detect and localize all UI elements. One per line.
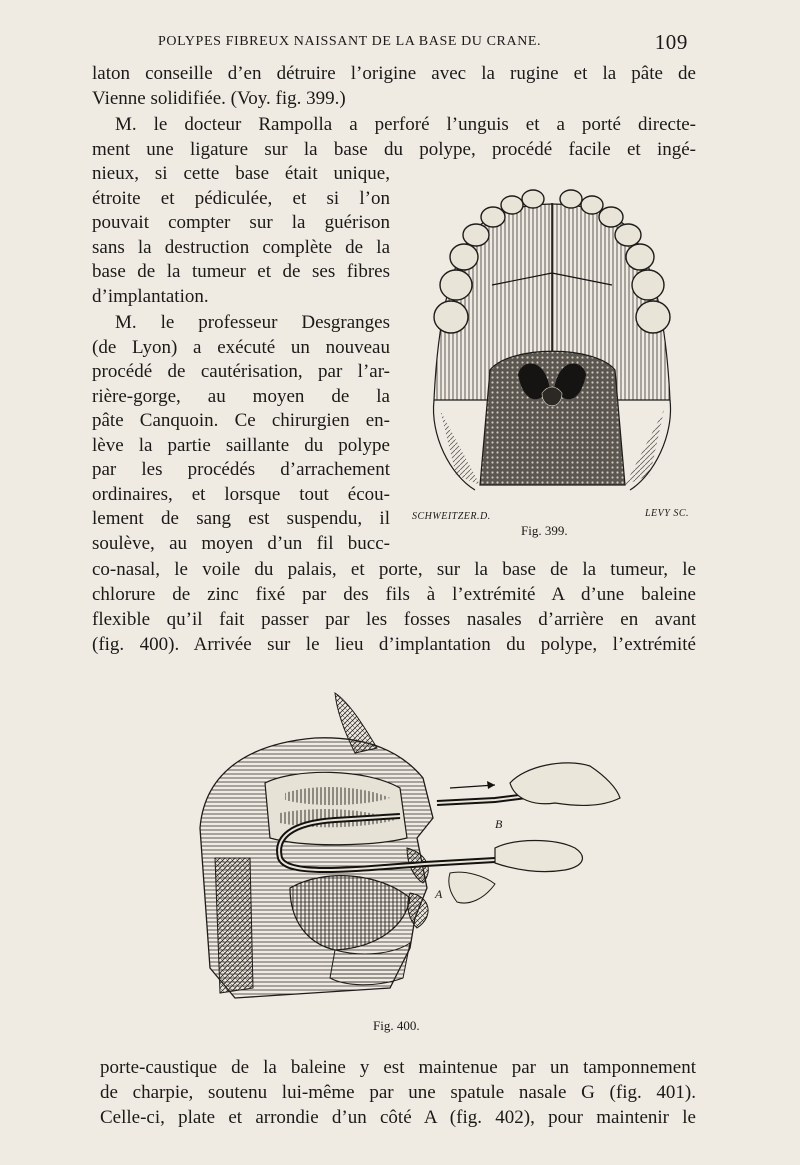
text-line: (de Lyon) a exécuté un nouveau xyxy=(92,337,390,358)
text-line: laton conseille d’en détruire l’origine avec la rugine et la pâte de xyxy=(92,63,696,84)
text-line: M. le professeur Desgranges xyxy=(115,312,390,333)
text-line: pouvait compter sur la guérison xyxy=(92,212,390,233)
text-line: M. le docteur Rampolla a perforé l’unguis et a porté directe- xyxy=(115,114,696,135)
text-line: d’implantation. xyxy=(92,286,209,307)
text-line: étroite et pédiculée, et si l’on xyxy=(92,188,390,209)
text-line: soulève, au moyen d’un fil bucc- xyxy=(92,533,390,554)
sagittal-head-illustration xyxy=(195,688,625,1013)
text-line: lève la partie saillante du polype xyxy=(92,435,390,456)
label-a: A xyxy=(435,887,443,901)
label-b: B xyxy=(495,817,503,831)
text-line: rière-gorge, au moyen de la xyxy=(92,386,390,407)
text-line: Vienne solidifiée. (Voy. fig. 399.) xyxy=(92,88,346,109)
palate-illustration xyxy=(420,185,682,510)
figure-400-caption: Fig. 400. xyxy=(373,1018,420,1033)
text-line: co-nasal, le voile du palais, et porte, sur la base de la tumeur, le xyxy=(92,559,696,580)
text-line: procédé de cautérisation, par l’ar- xyxy=(92,361,390,382)
text-line: porte-caustique de la baleine y est maintenue par un tamponnement xyxy=(100,1057,696,1078)
text-line: par les procédés d’arrachement xyxy=(92,459,390,480)
text-line: pâte Canquoin. Ce chirurgien en- xyxy=(92,410,390,431)
text-line: sans la destruction complète de la xyxy=(92,237,390,258)
text-line: flexible qu’il fait passer par les fosses nasales d’arrière en avant xyxy=(92,609,696,630)
text-line: lement de sang est suspendu, il xyxy=(92,508,390,529)
page-number: 109 xyxy=(654,30,688,54)
text-line: ordinaires, et lorsque tout écou- xyxy=(92,484,390,505)
text-line: Celle-ci, plate et arrondie d’un côté A (fig. 402), pour maintenir le xyxy=(100,1107,696,1128)
text-line: (fig. 400). Arrivée sur le lieu d’implantation du polype, l’extrémité xyxy=(92,634,696,655)
engraver-signature-left: SCHWEITZER.D. xyxy=(412,511,491,522)
running-head xyxy=(158,30,688,56)
text-line: base de la tumeur et de ses fibres xyxy=(92,261,390,282)
text-line: nieux, si cette base était unique, xyxy=(92,163,390,184)
text-line: de charpie, soutenu lui-même par une spatule nasale G (fig. 401). xyxy=(100,1082,696,1103)
engraver-signature-right: LEVY SC. xyxy=(645,508,690,519)
figure-399-caption: Fig. 399. xyxy=(521,523,568,538)
running-title: POLYPES FIBREUX NAISSANT DE LA BASE DU CRANE. xyxy=(158,34,542,49)
text-line: ment une ligature sur la base du polype, procédé facile et ingé- xyxy=(92,139,696,160)
text-line: chlorure de zinc fixé par des fils à l’extrémité A d’une baleine xyxy=(92,584,696,605)
